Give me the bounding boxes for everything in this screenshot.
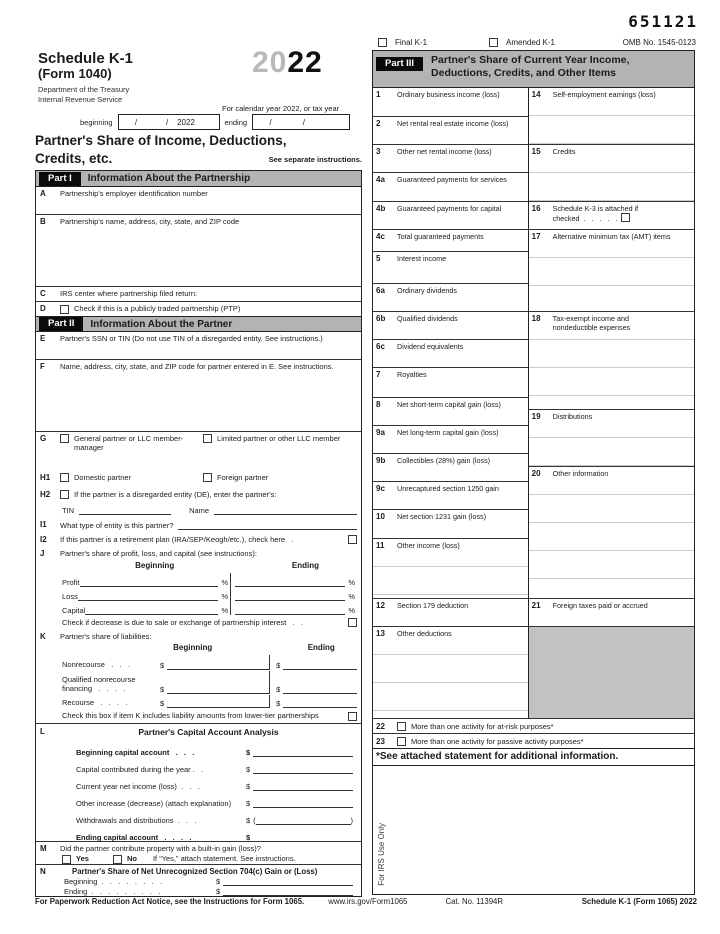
item-label: Foreign taxes paid or accrued (552, 601, 648, 610)
row-j-text: Partner's share of profit, loss, and capital (see instructions): (60, 549, 257, 558)
row-letter: K (40, 632, 46, 641)
row-letter: C (40, 289, 46, 298)
dollar-sign: $ (160, 661, 165, 670)
schedule-name: Schedule K-1 (38, 50, 134, 67)
part3-title-line2: Deductions, Credits, and Other Items (431, 67, 616, 80)
m-question-row (36, 842, 361, 853)
percent-sign: % (348, 592, 355, 601)
see-attached-note: *See attached statement for additional information. (373, 748, 694, 766)
part3-title-line1: Partner's Share of Current Year Income, (431, 54, 630, 66)
l-row-label: Other increase (decrease) (attach explanation) (76, 799, 232, 808)
item-label: Section 179 deduction (397, 601, 469, 610)
footer (35, 897, 697, 906)
tax-year-dates (80, 114, 350, 130)
row-k-label (36, 630, 361, 642)
item-number: 4b (376, 204, 386, 213)
capital-contributed-field[interactable] (253, 773, 353, 774)
row-letter: E (40, 334, 46, 343)
item-label-line2: checked (552, 214, 580, 224)
row-letter: I1 (40, 520, 47, 529)
n-beginning-row (36, 876, 361, 886)
dollar-sign: $ (276, 661, 281, 670)
entity-type-field[interactable] (178, 529, 357, 530)
row-i2-label: If this partner is a retirement plan (IRA/SEP/Keogh/etc.), check here . (60, 534, 294, 544)
item-number: 5 (376, 254, 381, 263)
part3-item-22 (373, 718, 694, 733)
item-label: Net section 1231 gain (loss) (397, 512, 487, 521)
item-number: 6a (376, 286, 385, 295)
part3-column (372, 50, 695, 895)
percent-sign: % (221, 592, 229, 601)
see-separate-instructions: See separate instructions. (268, 155, 362, 164)
part3-item-9a[interactable] (373, 425, 528, 453)
row-e-ssn[interactable] (36, 332, 361, 359)
loss-label: Loss (62, 592, 78, 601)
l-row-label: Beginning capital account . . . (76, 748, 195, 757)
calendar-year-line: For calendar year 2022, or tax year (222, 104, 340, 113)
item-label: More than one activity for passive activity purposes* (411, 736, 584, 746)
l-row-label: Ending capital account . . . . (76, 833, 192, 842)
row-h2-label: If the partner is a disregarded entity (DE), enter the partner's: (74, 490, 277, 499)
part3-item-5[interactable] (373, 251, 528, 283)
j-decrease-row (36, 615, 361, 630)
part3-item-14[interactable] (529, 88, 694, 144)
j-loss-row (36, 587, 361, 601)
part3-item-7[interactable] (373, 367, 528, 397)
profit-beginning-field[interactable] (80, 586, 219, 587)
loss-beginning-field[interactable] (78, 600, 219, 601)
dept-line2: Internal Revenue Service (38, 94, 123, 104)
item-label: Collectibles (28%) gain (loss) (397, 456, 491, 465)
qualified-label-line1: Qualified nonrecourse (62, 674, 136, 684)
omb-number: OMB No. 1545-0123 (622, 38, 696, 47)
k-recourse-row (36, 695, 361, 709)
item-number: 12 (376, 601, 385, 610)
row-letter: A (40, 189, 46, 198)
part2-title: Information About the Partner (90, 318, 233, 330)
n-beginning-label: Beginning . . . . . . . . (64, 877, 162, 886)
row-letter: I2 (40, 534, 47, 544)
item-label: Credits (552, 147, 576, 156)
row-i1-label: What type of entity is this partner? (60, 520, 174, 530)
item-label: Total guaranteed payments (397, 232, 484, 241)
part3-item-9b[interactable] (373, 453, 528, 481)
de-checkbox[interactable] (60, 490, 69, 499)
row-b-label: Partnership's name, address, city, state, and ZIP code (60, 217, 240, 226)
catalog-number: Cat. No. 11394R (445, 897, 503, 906)
item-label: Tax-exempt income and nondeductible expenses (552, 314, 631, 333)
amended-k1-label: Amended K-1 (506, 38, 555, 47)
item-label: Other deductions (397, 629, 452, 638)
dollar-sign: $ (246, 748, 251, 757)
percent-sign: % (348, 606, 355, 615)
part2-tag: Part II (39, 317, 83, 331)
item-label: Alternative minimum tax (AMT) items (552, 232, 671, 241)
yes-label: Yes (76, 854, 89, 864)
beginning-header: Beginning (173, 643, 213, 652)
l-other-increase-row (36, 791, 361, 808)
withdrawals-field[interactable] (256, 824, 351, 825)
row-d-label: Check if this is a publicly traded partnership (PTP) (74, 304, 241, 314)
row-letter: H2 (40, 490, 51, 499)
k1-status-row (378, 38, 696, 47)
recourse-ending-field[interactable] (283, 707, 357, 708)
part3-tag: Part III (376, 57, 423, 71)
limited-partner-label: Limited partner or other LLC member (217, 434, 341, 443)
row-letter: H1 (40, 473, 51, 482)
net-income-field[interactable] (253, 790, 353, 791)
item-number: 11 (376, 541, 385, 550)
row-h1-domestic-foreign (36, 471, 361, 488)
qualified-ending-field[interactable] (283, 693, 357, 694)
item-label: Interest income (397, 254, 447, 263)
final-k1-checkbox[interactable] (378, 38, 387, 47)
row-a-ein[interactable] (36, 187, 361, 214)
general-partner-checkbox[interactable] (60, 434, 69, 443)
l-withdrawals-row (36, 808, 361, 825)
item-label: Ordinary business income (loss) (397, 90, 500, 99)
item-label: Guaranteed payments for services (397, 175, 507, 184)
dollar-sign: $ (160, 685, 165, 694)
dollar-sign: $ (246, 782, 251, 791)
item-label: Other net rental income (loss) (397, 147, 492, 156)
final-k1-label: Final K-1 (395, 38, 428, 47)
n-beginning-field[interactable] (223, 885, 353, 886)
item-label: Schedule K-3 is attached if (552, 204, 639, 213)
row-letter: D (40, 304, 46, 313)
item-label: Ordinary dividends (397, 286, 457, 295)
part3-item-11[interactable] (373, 538, 528, 598)
row-letter: F (40, 362, 45, 371)
item-number: 10 (376, 512, 385, 521)
n-ending-label: Ending . . . . . . . . . (64, 887, 161, 896)
row-b-partnership-address[interactable] (36, 214, 361, 286)
irs-url: www.irs.gov/Form1065 (328, 897, 408, 906)
irs-use-only-box (373, 766, 694, 894)
paperwork-notice: For Paperwork Reduction Act Notice, see the Instructions for Form 1065. (35, 897, 305, 906)
item-number: 13 (376, 629, 385, 638)
paren-open: ( (253, 816, 256, 825)
item-number: 17 (531, 232, 541, 241)
dollar-sign: $ (276, 699, 281, 708)
part1-title: Information About the Partnership (87, 173, 251, 184)
part3-title (431, 54, 629, 80)
item-number: 20 (531, 469, 541, 478)
row-d-ptp (36, 301, 361, 316)
qualified-label-line2: financing . . . . (62, 684, 126, 694)
part3-item-6a[interactable] (373, 283, 528, 311)
row-letter: M (40, 844, 47, 853)
year-bold: 22 (287, 46, 323, 79)
ptp-checkbox[interactable] (60, 305, 69, 314)
item-number: 19 (531, 412, 541, 421)
item-label: Other information (552, 469, 609, 478)
foreign-partner-checkbox[interactable] (203, 473, 212, 482)
builtin-gain-no-checkbox[interactable] (113, 855, 122, 864)
part3-item-2[interactable] (373, 116, 528, 144)
ending-header: Ending (291, 561, 319, 570)
j-column-headers (36, 560, 361, 573)
l-ending-capital-row (36, 825, 361, 842)
part3-item-4c[interactable] (373, 229, 528, 251)
part3-item-3[interactable] (373, 144, 528, 172)
part3-item-19[interactable] (529, 409, 694, 466)
row-e-label: Partner's SSN or TIN (Do not use TIN of a disregarded entity. See instructions.) (60, 334, 323, 343)
row-letter: B (40, 217, 46, 226)
name-label: Name (189, 505, 210, 515)
item-number: 15 (531, 147, 541, 156)
n-title: Partner's Share of Net Unrecognized Section 704(c) Gain or (Loss) (72, 867, 318, 876)
dollar-sign: $ (276, 685, 281, 694)
decrease-sale-checkbox[interactable] (348, 618, 357, 627)
row-letter: N (40, 867, 46, 876)
j-decrease-label: Check if decrease is due to sale or exchange of partnership interest . . (62, 617, 303, 627)
row-letter: J (40, 549, 45, 558)
row-c-label: IRS center where partnership filed return: (60, 289, 198, 298)
ending-label: ending (224, 117, 248, 127)
retirement-plan-checkbox[interactable] (348, 535, 357, 544)
l-capital-contributed-row (36, 757, 361, 774)
item-number: 21 (531, 601, 541, 610)
part3-item-18[interactable] (529, 311, 694, 409)
item-number: 6c (376, 342, 385, 351)
beginning-label: beginning (80, 117, 113, 127)
part3-item-6b[interactable] (373, 311, 528, 339)
form-title-block (38, 50, 133, 82)
m-question: Did the partner contribute property with a built-in gain (loss)? (60, 844, 261, 853)
recourse-beginning-field[interactable] (167, 707, 269, 708)
part1-header (36, 171, 361, 187)
tin-label: TIN (62, 505, 75, 515)
beginning-date-field[interactable]: / / 2022 (118, 114, 220, 130)
item-number: 18 (531, 314, 541, 323)
part3-item-23 (373, 733, 694, 748)
item-number: 23 (376, 736, 385, 746)
item-number: 4c (376, 232, 385, 241)
beginning-capital-field[interactable] (253, 756, 353, 757)
nonrecourse-label: Nonrecourse . . . (62, 660, 130, 670)
left-column (35, 170, 362, 897)
item-label: Net short-term capital gain (loss) (397, 400, 501, 409)
l-title: Partner's Capital Account Analysis (138, 727, 279, 737)
percent-sign: % (221, 606, 229, 615)
recourse-label: Recourse . . . . (62, 698, 128, 708)
n-title-row (36, 865, 361, 876)
k-nonrecourse-row (36, 655, 361, 671)
part3-item-21[interactable] (529, 598, 694, 626)
m-answer-row (36, 853, 361, 865)
tax-year (252, 46, 323, 80)
limited-partner-checkbox[interactable] (203, 434, 212, 443)
part3-item-4b[interactable] (373, 201, 528, 229)
row-h2-de (36, 488, 361, 502)
row-k-text: Partner's share of liabilities: (60, 632, 152, 641)
m-note: If “Yes,” attach statement. See instructions. (152, 854, 296, 864)
page-title-line1: Partner's Share of Income, Deductions, (35, 133, 287, 148)
row-g-partner-type (36, 431, 361, 471)
item-number: 2 (376, 119, 381, 128)
item-number: 9b (376, 456, 386, 465)
part3-left-subcolumn (373, 88, 529, 718)
item-number: 4a (376, 175, 385, 184)
part3-item-9c[interactable] (373, 481, 528, 509)
item-number: 7 (376, 370, 381, 379)
row-f-partner-address[interactable] (36, 359, 361, 431)
part2-header (36, 316, 361, 332)
item-number: 9a (376, 428, 385, 437)
beginning-header: Beginning (135, 561, 175, 570)
row-j-label (36, 547, 361, 560)
domestic-partner-label: Domestic partner (74, 473, 132, 482)
dollar-sign: $ (246, 833, 251, 842)
item-number: 6b (376, 314, 386, 323)
row-a-label: Partnership's employer identification number (60, 189, 208, 198)
row-i1-entity-type (36, 517, 361, 532)
part3-item-6c[interactable] (373, 339, 528, 367)
nonrecourse-beginning-field[interactable] (167, 669, 269, 670)
part3-item-8[interactable] (373, 397, 528, 425)
nonrecourse-ending-field[interactable] (283, 669, 357, 670)
dollar-sign: $ (246, 816, 251, 825)
k3-attached-checkbox[interactable] (621, 213, 630, 222)
ending-date-field[interactable]: / / (252, 114, 350, 130)
de-name-field[interactable] (214, 514, 357, 515)
paren-close: ) (350, 816, 353, 825)
irs-use-only-label: For IRS Use Only (377, 823, 386, 886)
section-m (36, 841, 361, 864)
l-beginning-capital-row (36, 740, 361, 757)
dollar-sign: $ (216, 877, 221, 886)
item-number: 9c (376, 484, 385, 493)
part3-item-13[interactable] (373, 626, 528, 718)
item-label: Royalties (397, 370, 427, 379)
row-i2-retirement (36, 532, 361, 547)
item-label: More than one activity for at-risk purposes* (411, 721, 554, 731)
j-profit-row (36, 573, 361, 587)
part3-item-4a[interactable] (373, 172, 528, 201)
part3-item-17[interactable] (529, 229, 694, 311)
row-c-irs-center[interactable] (36, 286, 361, 301)
l-row-label: Capital contributed during the year . . (76, 765, 204, 774)
k-qualified-row (36, 671, 361, 695)
item-label: Self-employment earnings (loss) (552, 90, 656, 99)
part3-item-16[interactable] (529, 201, 694, 229)
dollar-sign: $ (216, 887, 221, 896)
item-label: Distributions (552, 412, 593, 421)
item-label: Guaranteed payments for capital (397, 204, 502, 213)
item-label: Dividend equivalents (397, 342, 464, 351)
n-ending-field[interactable] (223, 895, 353, 896)
row-f-label: Name, address, city, state, and ZIP code for partner entered in E. See instructions. (60, 362, 334, 371)
part3-item-10[interactable] (373, 509, 528, 538)
percent-sign: % (348, 578, 355, 587)
form-code: 651121 (628, 12, 698, 31)
lower-tier-checkbox[interactable] (348, 712, 357, 721)
item-label: Net long-term capital gain (loss) (397, 428, 499, 437)
j-capital-row (36, 601, 361, 615)
foreign-partner-label: Foreign partner (217, 473, 269, 482)
dept-line1: Department of the Treasury (38, 85, 130, 94)
l-row-label: Current year net income (loss) . . . (76, 782, 200, 791)
no-label: No (126, 854, 137, 864)
item-number: 22 (376, 721, 385, 731)
dot-leader: . . . . . (579, 214, 622, 224)
dollar-sign: $ (246, 765, 251, 774)
dollar-sign: $ (246, 799, 251, 808)
capital-label: Capital (62, 606, 86, 615)
l-header (36, 725, 361, 740)
part3-item-20[interactable] (529, 466, 694, 598)
row-letter: L (40, 727, 45, 736)
profit-label: Profit (62, 578, 80, 587)
part3-item-1[interactable] (373, 88, 528, 116)
year-outline: 20 (252, 46, 288, 79)
item-number: 3 (376, 147, 381, 156)
domestic-partner-checkbox[interactable] (60, 473, 69, 482)
ending-header: Ending (307, 643, 335, 652)
item-label: Other income (loss) (397, 541, 460, 550)
qualified-beginning-field[interactable] (167, 693, 269, 694)
builtin-gain-yes-checkbox[interactable] (62, 855, 71, 864)
item-label: Net rental real estate income (loss) (397, 119, 509, 128)
l-net-income-row (36, 774, 361, 791)
dollar-sign: $ (160, 699, 165, 708)
section-l (36, 723, 361, 841)
row-letter: G (40, 434, 47, 443)
item-number: 16 (531, 204, 541, 213)
shaded-reserved-area (529, 626, 694, 718)
item-number: 14 (531, 90, 541, 99)
k-lower-tier-label: Check this box if item K includes liability amounts from lower-tier partnerships (62, 711, 319, 721)
l-row-label: Withdrawals and distributions . . . (76, 816, 197, 825)
form-number: (Form 1040) (38, 66, 112, 82)
part1-tag: Part I (39, 172, 81, 186)
part3-grid (373, 88, 694, 718)
row-tin-name (36, 502, 361, 517)
part3-item-12[interactable] (373, 598, 528, 626)
part3-item-15[interactable] (529, 144, 694, 201)
section-n (36, 864, 361, 896)
page-title-line2: Credits, etc. (35, 150, 113, 166)
n-ending-row (36, 886, 361, 896)
k-column-headers (36, 642, 361, 655)
at-risk-checkbox[interactable] (397, 722, 406, 731)
item-number: 1 (376, 90, 381, 99)
percent-sign: % (221, 578, 229, 587)
item-label: Unrecaptured section 1250 gain (397, 484, 499, 493)
form-id: Schedule K-1 (Form 1065) 2022 (581, 897, 697, 906)
tin-field[interactable] (79, 514, 171, 515)
item-number: 8 (376, 400, 381, 409)
part3-right-subcolumn (529, 88, 694, 718)
general-partner-label: General partner or LLC member-manager (74, 434, 184, 453)
other-increase-field[interactable] (253, 807, 353, 808)
part3-header (373, 51, 694, 88)
k-lower-tier-row (36, 709, 361, 723)
amended-k1-checkbox[interactable] (489, 38, 498, 47)
agency-block (38, 85, 129, 105)
passive-activity-checkbox[interactable] (397, 737, 406, 746)
item-label: Qualified dividends (397, 314, 458, 323)
